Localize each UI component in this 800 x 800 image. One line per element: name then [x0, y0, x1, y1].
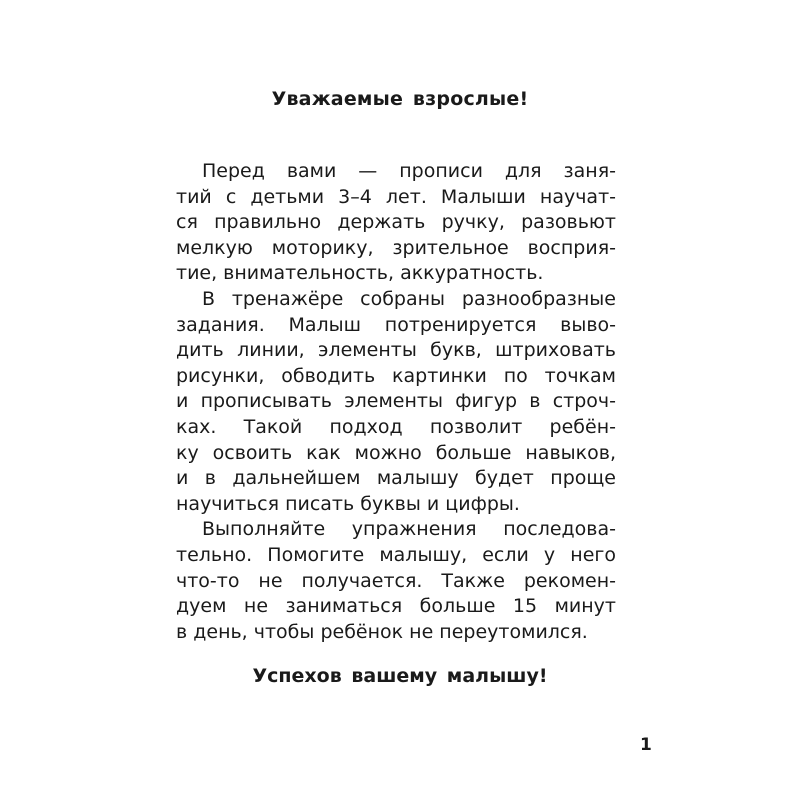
- text-line: рисунки, обводить картинки по точкам: [176, 364, 616, 387]
- text-line: тие, внимательность, аккуратность.: [176, 262, 544, 285]
- text-line: научиться писать буквы и цифры.: [176, 492, 520, 515]
- text-line: В тренажёре собраны разнообразные: [202, 287, 616, 310]
- text-line: и прописывать элементы фигур в строч-: [176, 390, 616, 413]
- text-line: дить линии, элементы букв, штриховать: [176, 339, 616, 362]
- text-line: ся правильно держать ручку, разовьют: [176, 211, 616, 234]
- text-line: в день, чтобы ребёнок не переутомился.: [176, 620, 588, 643]
- text-line: ку освоить как можно больше навыков,: [176, 441, 616, 464]
- text-line: дуем не заниматься больше 15 минут: [176, 595, 616, 618]
- text-line: Выполняйте упражнения последова-: [202, 518, 616, 541]
- text-line: мелкую моторику, зрительное восприя-: [176, 236, 616, 259]
- text-line: задания. Малыш потренируется выво-: [176, 313, 616, 336]
- text-line: ках. Такой подход позволит ребён-: [176, 415, 616, 438]
- text-line: Перед вами — прописи для заня-: [202, 160, 616, 182]
- intro-text: [176, 159, 616, 645]
- text-line: и в дальнейшем малышу будет проще: [176, 467, 616, 490]
- text-line: что-то не получается. Также рекомен-: [176, 569, 616, 592]
- text-line: тий с детьми 3–4 лет. Малыши научат-: [176, 185, 616, 208]
- page-heading: Уважаемые взрослые!: [271, 88, 529, 110]
- closing-wish: Успехов вашему малышу!: [252, 665, 548, 687]
- page-number: 1: [640, 735, 652, 755]
- text-line: тельно. Помогите малышу, если у него: [176, 543, 616, 566]
